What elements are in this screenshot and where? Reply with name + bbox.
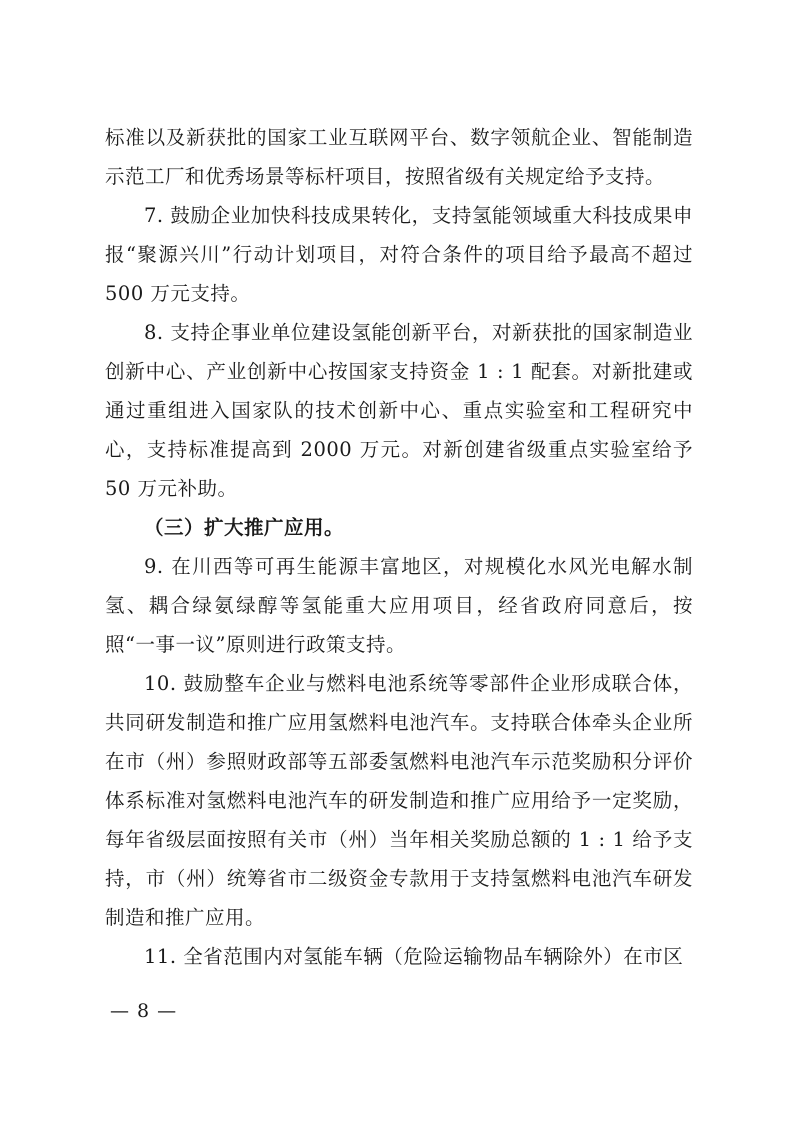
section-heading: （三）扩大推广应用。 [144, 516, 345, 539]
paragraph-item-11: 11. 全省范围内对氢能车辆（危险运输物品车辆除外）在市区 [144, 945, 684, 968]
paragraph-item-7: 7. 鼓励企业加快科技成果转化，支持氢能领域重大科技成果申报“聚源兴川”行动计划项目，对符合条件的项目给予最高不超过 500 万元支持。 [105, 204, 693, 305]
paragraph-continuation: 标准以及新获批的国家工业互联网平台、数字领航企业、智能制造示范工厂和优秀场景等标杆项目，按照省级有关规定给予支持。 [105, 126, 693, 188]
paragraph-item-9: 9. 在川西等可再生能源丰富地区，对规模化水风光电解水制氢、耦合绿氨绿醇等氢能重大应用项目，经省政府同意后，按照“一事一议”原则进行政策支持。 [105, 555, 693, 656]
paragraph-item-10: 10. 鼓励整车企业与燃料电池系统等零部件企业形成联合体，共同研发制造和推广应用氢燃料电池汽车。支持联合体牵头企业所在市（州）参照财政部等五部委氢燃料电池汽车示范奖励积分评价体系标准对氢燃料电池汽车的研发制造和推广应用给予一定奖励，每年省级层面按照有关市（州）当年相关奖励总额的 1 : 1 给予支持，市（州）统筹省市二级资金专款用于支持氢燃料电池汽车研发制造和推广应用。 [105, 672, 693, 929]
page-number: — 8 — [110, 1000, 178, 1022]
body-text [105, 118, 693, 976]
paragraph-item-8: 8. 支持企事业单位建设氢能创新平台，对新获批的国家制造业创新中心、产业创新中心按国家支持资金 1 : 1 配套。对新批建或通过重组进入国家队的技术创新中心、重点实验室和工程研究中心，支持标准提高到 2000 万元。对新创建省级重点实验室给予 50 万元补助。 [105, 321, 693, 500]
